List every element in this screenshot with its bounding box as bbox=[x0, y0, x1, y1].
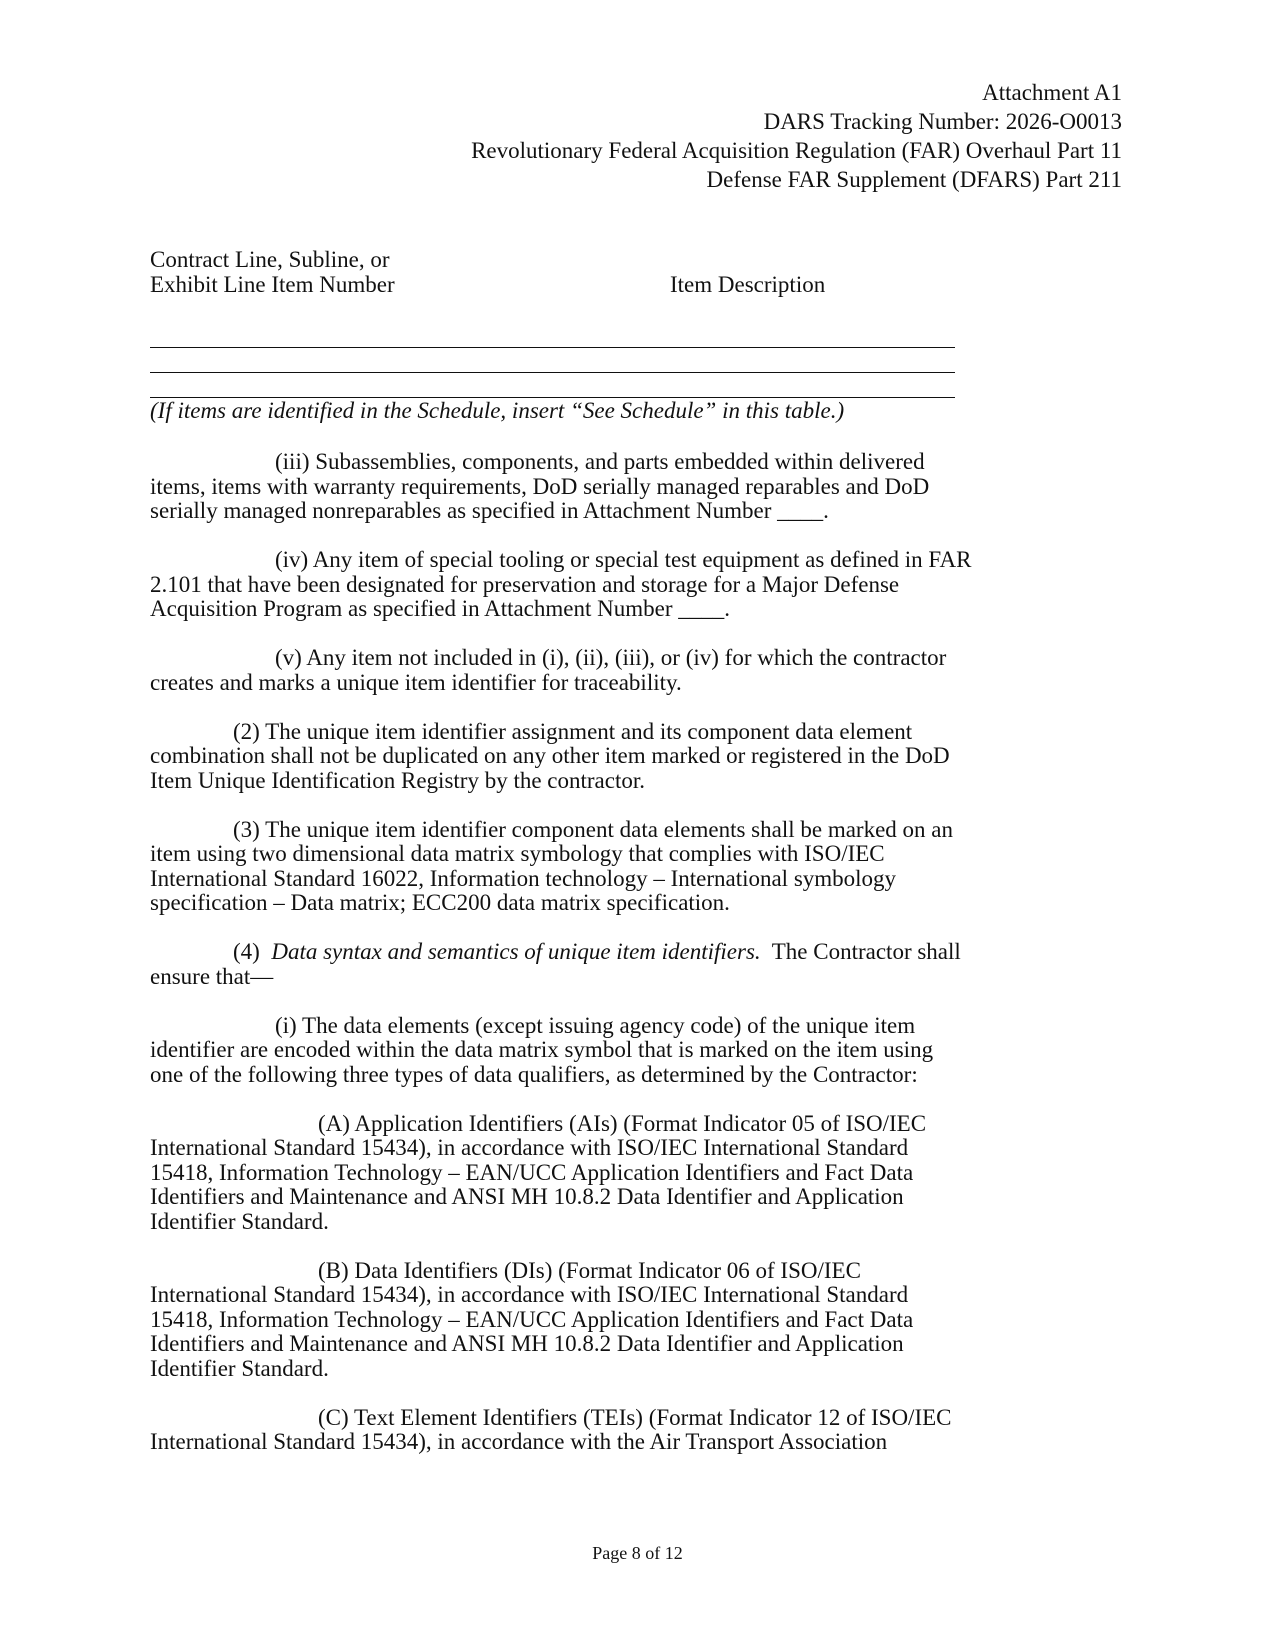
paragraph-B: (B) Data Identifiers (DIs) (Format Indicator 06 of ISO/IEC International Standard 15434), in accordance with ISO/IEC International Standard 15418, Information Technology – EAN/UCC Application Identifiers and Fact Data Identifiers and Maintenance and ANSI MH 10.8.2 Data Identifier and Application Identifier Standard. bbox=[150, 1257, 914, 1381]
header-attachment: Attachment A1 bbox=[982, 80, 1122, 105]
header-dfars-part: Defense FAR Supplement (DFARS) Part 211 bbox=[706, 167, 1122, 192]
paragraph-C: (C) Text Element Identifiers (TEIs) (Format Indicator 12 of ISO/IEC International Standard 15434), in accordance with the Air Transport Association bbox=[150, 1404, 952, 1454]
paragraph-3: (3) The unique item identifier component data elements shall be marked on an item using two dimensional data matrix symbology that complies with ISO/IEC International Standard 16022, Information technology – International symbology specification – Data matrix; ECC200 data matrix specification. bbox=[150, 816, 954, 915]
header-tracking-number: DARS Tracking Number: 2026-O0013 bbox=[763, 109, 1122, 134]
table-blank-line bbox=[150, 372, 955, 373]
paragraph-A: (A) Application Identifiers (AIs) (Format Indicator 05 of ISO/IEC International Standard 15434), in accordance with ISO/IEC International Standard 15418, Information Technology – EAN/UCC Application Identifiers and Fact Data Identifiers and Maintenance and ANSI MH 10.8.2 Data Identifier and Application Identifier Standard. bbox=[150, 1110, 927, 1234]
paragraph-4-heading: Data syntax and semantics of unique item identifiers. bbox=[271, 939, 761, 964]
table-note: (If items are identified in the Schedule, insert “See Schedule” in this table.) bbox=[150, 398, 845, 423]
document-body bbox=[150, 450, 1125, 1479]
paragraph-iv: (iv) Any item of special tooling or special test equipment as defined in FAR 2.101 that have been designated for preservation and storage for a Major Defense Acquisition Program as specified in Attachment Number ____. bbox=[150, 547, 972, 621]
paragraph-4-number: (4) bbox=[233, 939, 272, 964]
header-far-part: Revolutionary Federal Acquisition Regulation (FAR) Overhaul Part 11 bbox=[471, 138, 1122, 163]
paragraph-4: (4) Data syntax and semantics of unique item identifiers. The Contractor shall ensure that— bbox=[150, 939, 961, 989]
item-table-header bbox=[150, 247, 950, 307]
document-header bbox=[222, 78, 1122, 194]
paragraph-i: (i) The data elements (except issuing agency code) of the unique item identifier are encoded within the data matrix symbol that is marked on the item using one of the following three types of data qualifiers, as determined by the Contractor: bbox=[150, 1012, 934, 1087]
paragraph-iii: (iii) Subassemblies, components, and parts embedded within delivered items, items with warranty requirements, DoD serially managed reparables and DoD serially managed nonreparables as specified in Attachment Number ____. bbox=[150, 449, 930, 523]
column-header-item-description: Item Description bbox=[670, 272, 826, 297]
paragraph-4-text: The Contractor shall bbox=[760, 939, 961, 964]
paragraph-2: (2) The unique item identifier assignment and its component data element combination shall not be duplicated on any other item marked or registered in the DoD Item Unique Identification Registry by the contractor. bbox=[150, 718, 950, 793]
page-number: Page 8 of 12 bbox=[592, 1543, 683, 1563]
column-header-line-item-number: Contract Line, Subline, or Exhibit Line Item Number bbox=[150, 247, 395, 297]
paragraph-v: (v) Any item not included in (i), (ii), (iii), or (iv) for which the contractor creates and marks a unique item identifier for traceability. bbox=[150, 645, 947, 695]
table-blank-line bbox=[150, 347, 955, 348]
